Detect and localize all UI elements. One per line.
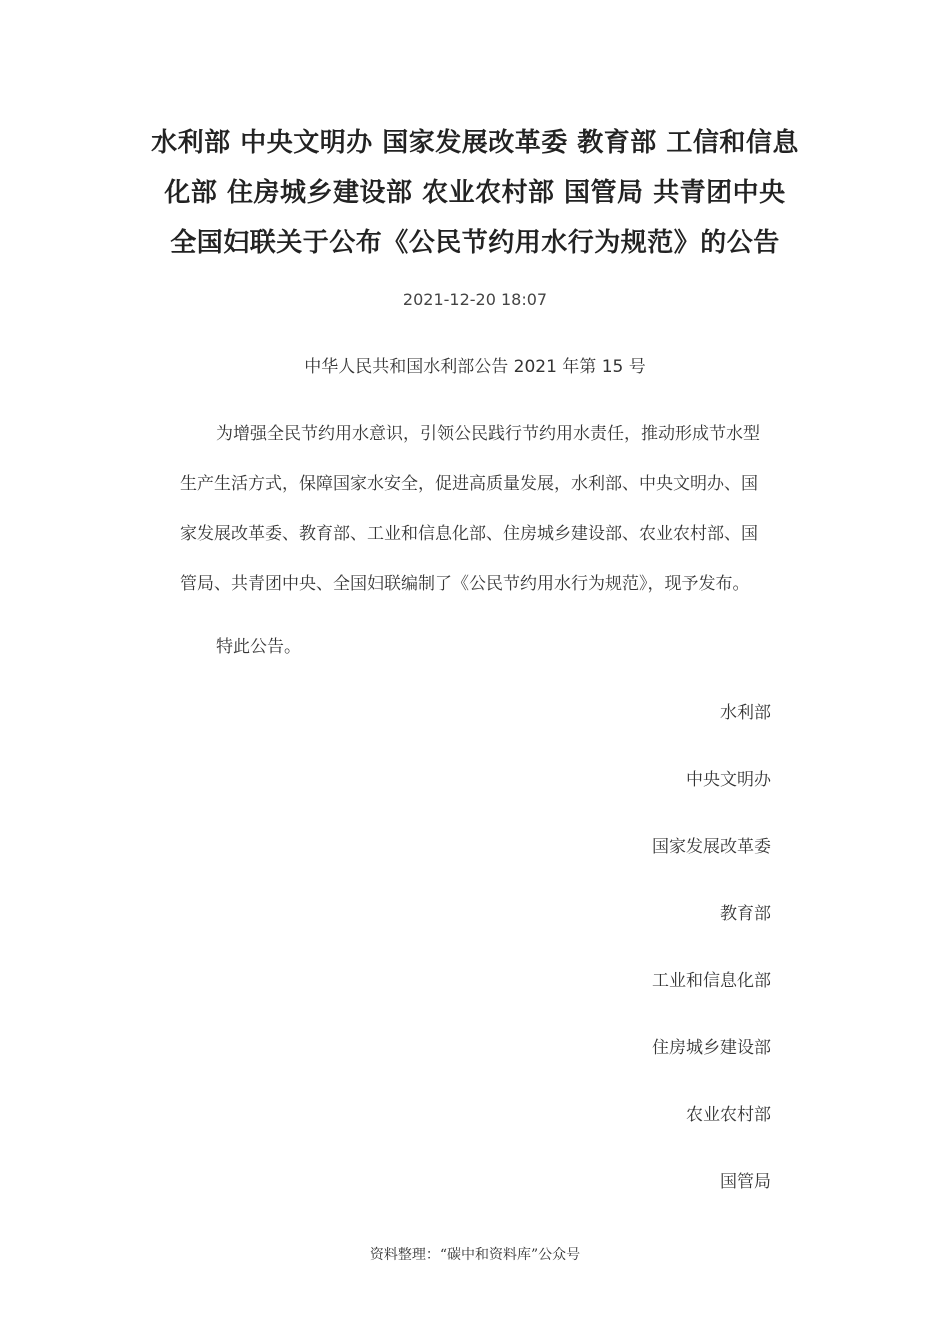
body-line-2: 生产生活方式，保障国家水安全，促进高质量发展，水利部、中央文明办、国 — [180, 474, 758, 494]
body-line-3: 家发展改革委、教育部、工业和信息化部、住房城乡建设部、农业农村部、国 — [180, 524, 758, 544]
publish-date: 2021-12-20 18:07 — [402, 290, 548, 309]
signatory-item: 中央文明办 — [686, 770, 771, 790]
signatory-list — [652, 700, 771, 1236]
signatory-item: 国家发展改革委 — [652, 837, 771, 857]
signatory-item: 教育部 — [720, 904, 771, 924]
title-line-3: 全国妇联关于公布《公民节约用水行为规范》的公告 — [170, 228, 780, 258]
closing-remark: 特此公告。 — [216, 637, 301, 657]
signatory-item: 工业和信息化部 — [652, 971, 771, 991]
title-line-2: 化部 住房城乡建设部 农业农村部 国管局 共青团中央 — [164, 178, 786, 208]
document-number: 中华人民共和国水利部公告 2021 年第 15 号 — [304, 357, 646, 377]
announcement-title — [100, 118, 850, 268]
signatory-item: 农业农村部 — [686, 1105, 771, 1125]
title-line-1: 水利部 中央文明办 国家发展改革委 教育部 工信和信息 — [151, 128, 799, 158]
body-line-4: 管局、共青团中央、全国妇联编制了《公民节约用水行为规范》，现予发布。 — [180, 574, 750, 594]
signatory-item: 水利部 — [720, 703, 771, 723]
body-paragraph — [180, 409, 772, 609]
footer-source-note: 资料整理：“碳中和资料库”公众号 — [369, 1247, 581, 1263]
signatory-item: 住房城乡建设部 — [652, 1038, 771, 1058]
body-line-1: 为增强全民节约用水意识，引领公民践行节约用水责任，推动形成节水型 — [216, 424, 760, 444]
signatory-item: 国管局 — [720, 1172, 771, 1192]
